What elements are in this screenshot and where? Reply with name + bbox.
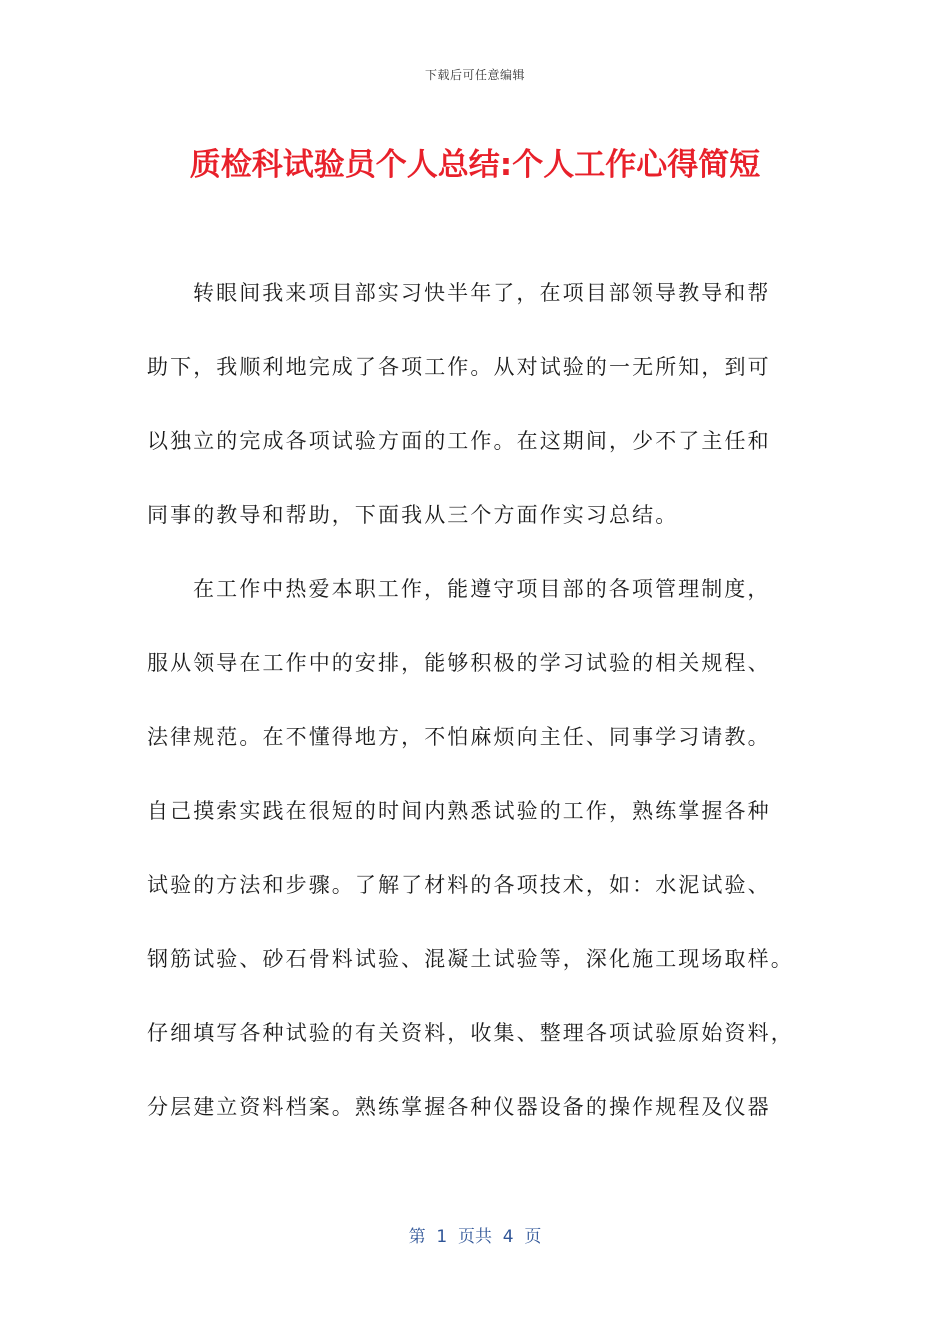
document-title: 质检科试验员个人总结:个人工作心得简短	[189, 147, 761, 183]
paragraph-line: 仔细填写各种试验的有关资料，收集、整理各项试验原始资料，	[147, 1021, 794, 1045]
paragraph-line: 钢筋试验、砂石骨料试验、混凝土试验等，深化施工现场取样。	[147, 947, 794, 971]
paragraph-line: 试验的方法和步骤。了解了材料的各项技术，如：水泥试验、	[147, 873, 771, 897]
header-note: 下载后可任意编辑	[424, 68, 525, 82]
paragraph-line: 自己摸索实践在很短的时间内熟悉试验的工作，熟练掌握各种	[147, 799, 771, 823]
paragraph-line: 助下，我顺利地完成了各项工作。从对试验的一无所知，到可	[147, 355, 771, 379]
paragraph-line: 同事的教导和帮助，下面我从三个方面作实习总结。	[147, 503, 679, 527]
page-number-footer: 第 1 页共 4 页	[408, 1227, 542, 1247]
paragraph-line: 在工作中热爱本职工作，能遵守项目部的各项管理制度，	[193, 577, 771, 601]
paragraph-line: 以独立的完成各项试验方面的工作。在这期间，少不了主任和	[147, 429, 771, 453]
paragraph-line: 转眼间我来项目部实习快半年了，在项目部领导教导和帮	[193, 281, 771, 305]
paragraph-line: 服从领导在工作中的安排，能够积极的学习试验的相关规程、	[147, 651, 771, 675]
document-body	[147, 270, 797, 1158]
paragraph-line: 分层建立资料档案。熟练掌握各种仪器设备的操作规程及仪器	[147, 1095, 771, 1119]
paragraph-line: 法律规范。在不懂得地方，不怕麻烦向主任、同事学习请教。	[147, 725, 771, 749]
